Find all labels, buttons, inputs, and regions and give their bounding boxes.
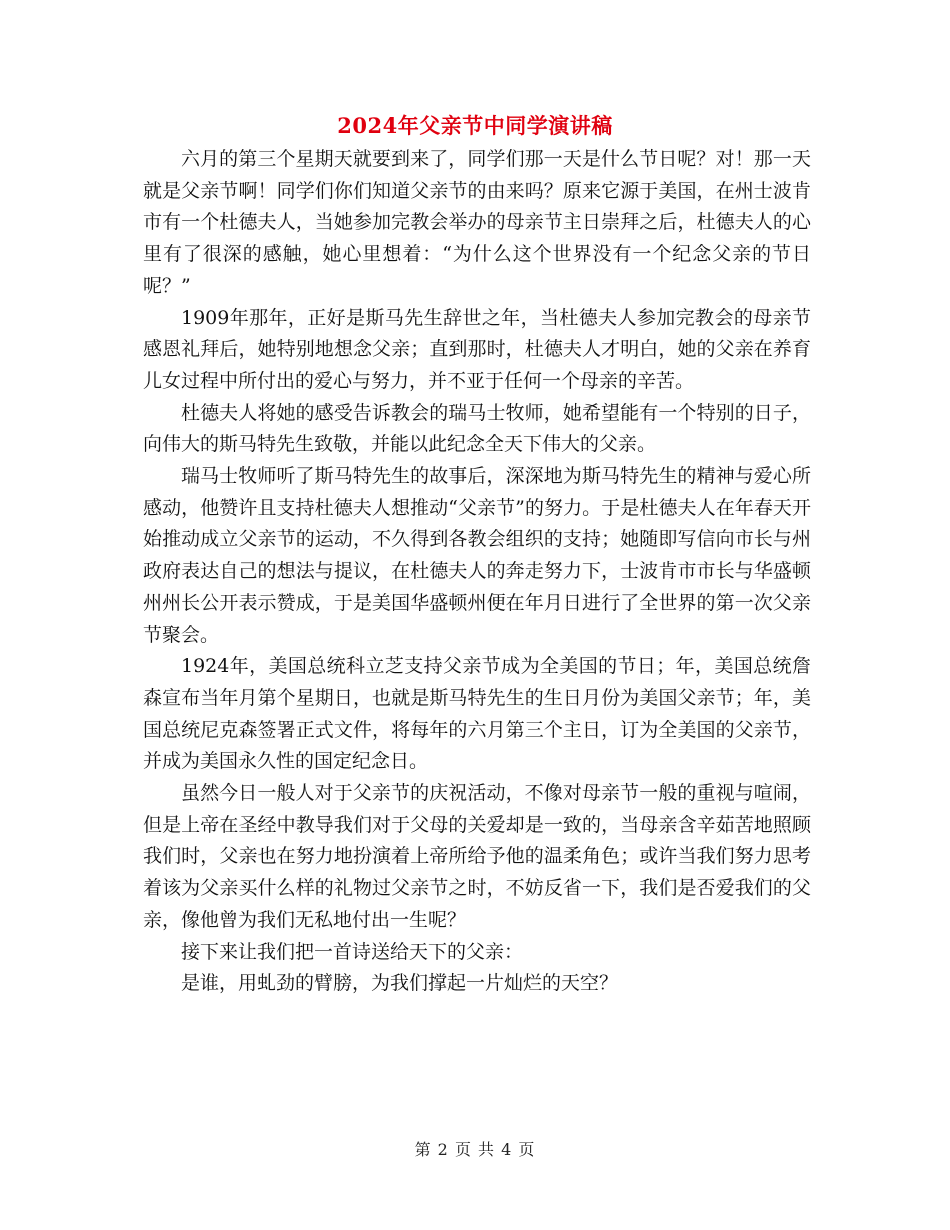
paragraph: 1909年那年，正好是斯马先生辞世之年，当杜德夫人参加完教会的母亲节感恩礼拜后，她特别地想念父亲；直到那时，杜德夫人才明白，她的父亲在养育儿女过程中所付出的爱心与努力，并不亚于任何一个母亲的辛苦。: [143, 306, 811, 392]
paragraph: 瑞马士牧师听了斯马特先生的故事后，深深地为斯马特先生的精神与爱心所感动，他赞许且支持杜德夫人想推动“父亲节”的努力。于是杜德夫人在年春天开始推动成立父亲节的运动，不久得到各教会组织的支持；她随即写信向市长与州政府表达自己的想法与提议，在杜德夫人的奔走努力下，士波肯市市长与华盛顿州州长公开表示赞成，于是美国华盛顿州便在年月日进行了全世界的第一次父亲节聚会。: [143, 465, 811, 646]
paragraph: 虽然今日一般人对于父亲节的庆祝活动，不像对母亲节一般的重视与喧闹，但是上帝在圣经中教导我们对于父母的关爱却是一致的，当母亲含辛茹苦地照顾我们时，父亲也在努力地扮演着上帝所给予他的温柔角色；或许当我们努力思考着该为父亲买什么样的礼物过父亲节之时，不妨反省一下，我们是否爱我们的父亲，像他曾为我们无私地付出一生呢？: [143, 782, 811, 931]
paragraph: 六月的第三个星期天就要到来了，同学们那一天是什么节日呢？对！那一天就是父亲节啊！同学们你们知道父亲节的由来吗？原来它源于美国，在州士波肯市有一个杜德夫人，当她参加完教会举办的母亲节主日崇拜之后，杜德夫人的心里有了很深的感触，她心里想着：“为什么这个世界没有一个纪念父亲的节日呢？”: [143, 148, 811, 297]
paragraph: 接下来让我们把一首诗送给天下的父亲：: [181, 940, 524, 963]
paragraph: 是谁，用虬劲的臂膀，为我们撑起一片灿烂的天空？: [181, 972, 619, 995]
paragraph: 1924年，美国总统科立芝支持父亲节成为全美国的节日；年，美国总统詹森宣布当年月第个星期日，也就是斯马特先生的生日月份为美国父亲节；年，美国总统尼克森签署正式文件，将每年的六月第三个主日，订为全美国的父亲节，并成为美国永久性的国定纪念日。: [143, 655, 811, 773]
paragraph: 杜德夫人将她的感受告诉教会的瑞马士牧师，她希望能有一个特别的日子，向伟大的斯马特先生致敬，并能以此纪念全天下伟大的父亲。: [143, 401, 811, 456]
document-title: 2024年父亲节中同学演讲稿: [337, 113, 613, 138]
page-footer: 第 2 页 共 4 页: [414, 1140, 536, 1159]
document-body: [143, 144, 811, 1000]
